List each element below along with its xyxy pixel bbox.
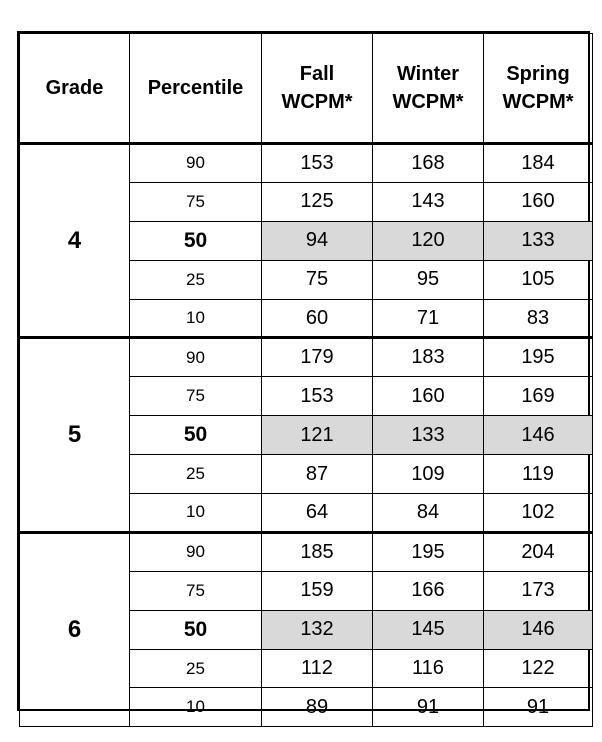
winter-wcpm-cell: 116 <box>373 649 484 688</box>
fall-wcpm-cell: 125 <box>262 182 373 221</box>
percentile-cell: 25 <box>130 455 262 494</box>
header-grade: Grade <box>20 34 130 144</box>
percentile-cell: 90 <box>130 532 262 571</box>
header-spring <box>484 34 593 144</box>
header-spring-line2: WCPM* <box>502 91 574 113</box>
header-winter <box>373 34 484 144</box>
winter-wcpm-cell: 183 <box>373 338 484 377</box>
fall-wcpm-cell: 89 <box>262 688 373 727</box>
winter-wcpm-cell: 91 <box>373 688 484 727</box>
spring-wcpm-cell: 146 <box>484 416 593 455</box>
header-winter-line2: WCPM* <box>392 91 464 113</box>
spring-wcpm-cell: 146 <box>484 610 593 649</box>
fall-wcpm-cell: 64 <box>262 494 373 533</box>
spring-wcpm-cell: 91 <box>484 688 593 727</box>
fall-wcpm-cell: 153 <box>262 144 373 183</box>
winter-wcpm-cell: 143 <box>373 182 484 221</box>
fall-wcpm-cell: 60 <box>262 299 373 338</box>
winter-wcpm-cell: 109 <box>373 455 484 494</box>
winter-wcpm-cell: 95 <box>373 260 484 299</box>
fall-wcpm-cell: 179 <box>262 338 373 377</box>
winter-wcpm-cell: 84 <box>373 494 484 533</box>
winter-wcpm-cell: 145 <box>373 610 484 649</box>
spring-wcpm-cell: 195 <box>484 338 593 377</box>
wcpm-norms-table-frame <box>17 31 590 718</box>
percentile-cell: 75 <box>130 571 262 610</box>
header-fall <box>262 34 373 144</box>
percentile-cell: 10 <box>130 299 262 338</box>
fall-wcpm-cell: 121 <box>262 416 373 455</box>
spring-wcpm-cell: 102 <box>484 494 593 533</box>
fall-wcpm-cell: 112 <box>262 649 373 688</box>
winter-wcpm-cell: 120 <box>373 221 484 260</box>
table-header <box>20 34 593 144</box>
spring-wcpm-cell: 160 <box>484 182 593 221</box>
fall-wcpm-cell: 132 <box>262 610 373 649</box>
spring-wcpm-cell: 204 <box>484 532 593 571</box>
fall-wcpm-cell: 159 <box>262 571 373 610</box>
fall-wcpm-cell: 153 <box>262 377 373 416</box>
percentile-cell: 10 <box>130 688 262 727</box>
header-winter-line1: Winter <box>396 63 460 85</box>
header-row <box>20 34 593 144</box>
spring-wcpm-cell: 173 <box>484 571 593 610</box>
winter-wcpm-cell: 166 <box>373 571 484 610</box>
wcpm-norms-table <box>19 33 593 727</box>
spring-wcpm-cell: 83 <box>484 299 593 338</box>
winter-wcpm-cell: 71 <box>373 299 484 338</box>
spring-wcpm-cell: 119 <box>484 455 593 494</box>
winter-wcpm-cell: 168 <box>373 144 484 183</box>
grade-cell: 4 <box>20 144 130 338</box>
winter-wcpm-cell: 195 <box>373 532 484 571</box>
winter-wcpm-cell: 133 <box>373 416 484 455</box>
header-spring-line1: Spring <box>506 63 570 85</box>
percentile-cell: 90 <box>130 144 262 183</box>
percentile-cell: 90 <box>130 338 262 377</box>
percentile-cell: 50 <box>130 416 262 455</box>
header-fall-line1: Fall <box>299 63 335 85</box>
spring-wcpm-cell: 105 <box>484 260 593 299</box>
percentile-cell: 75 <box>130 377 262 416</box>
fall-wcpm-cell: 185 <box>262 532 373 571</box>
percentile-cell: 50 <box>130 221 262 260</box>
table-row <box>20 338 593 377</box>
table-row <box>20 532 593 571</box>
spring-wcpm-cell: 133 <box>484 221 593 260</box>
fall-wcpm-cell: 94 <box>262 221 373 260</box>
spring-wcpm-cell: 169 <box>484 377 593 416</box>
spring-wcpm-cell: 122 <box>484 649 593 688</box>
percentile-cell: 75 <box>130 182 262 221</box>
percentile-cell: 25 <box>130 260 262 299</box>
percentile-cell: 25 <box>130 649 262 688</box>
winter-wcpm-cell: 160 <box>373 377 484 416</box>
grade-cell: 5 <box>20 338 130 532</box>
header-fall-line2: WCPM* <box>281 91 353 113</box>
percentile-cell: 10 <box>130 494 262 533</box>
header-percentile: Percentile <box>130 34 262 144</box>
percentile-cell: 50 <box>130 610 262 649</box>
table-body <box>20 144 593 727</box>
table-row <box>20 144 593 183</box>
grade-cell: 6 <box>20 532 130 726</box>
fall-wcpm-cell: 75 <box>262 260 373 299</box>
fall-wcpm-cell: 87 <box>262 455 373 494</box>
spring-wcpm-cell: 184 <box>484 144 593 183</box>
